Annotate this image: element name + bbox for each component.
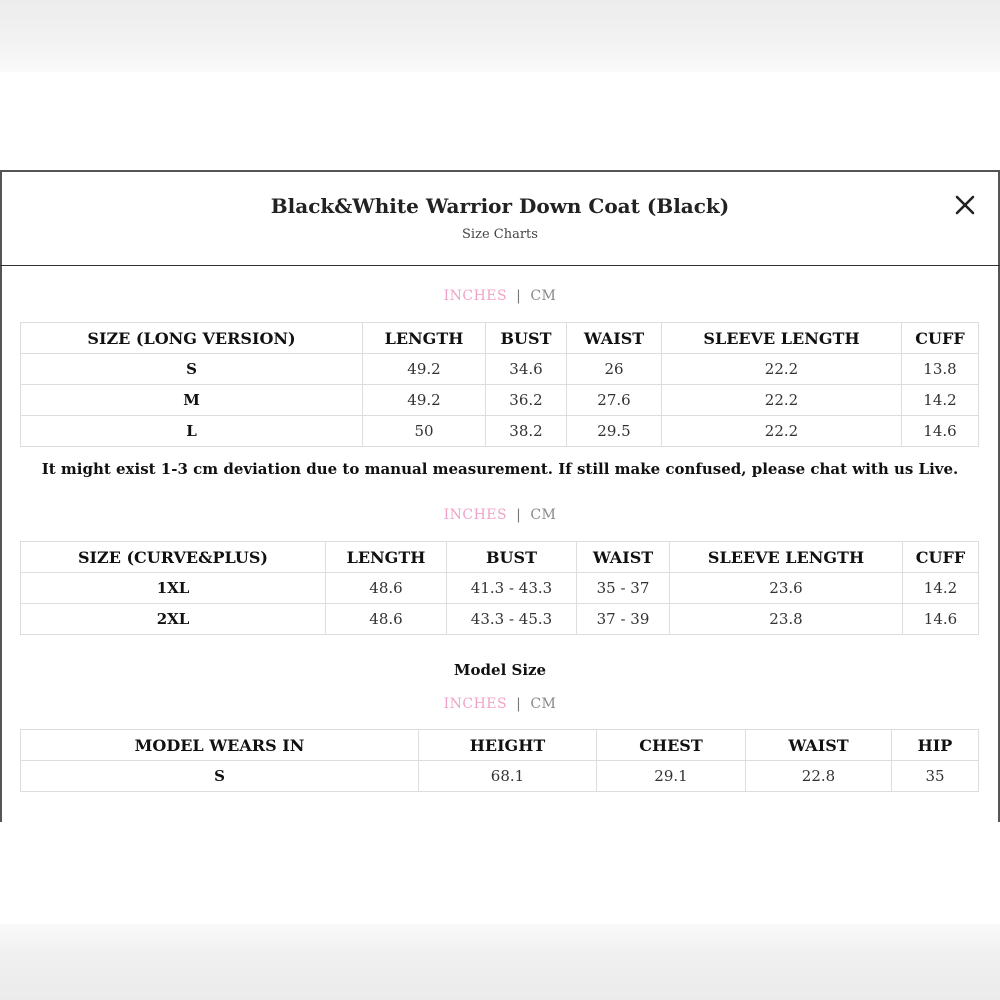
column-header: HIP — [892, 730, 979, 761]
table-cell: 14.2 — [903, 573, 979, 604]
column-header: MODEL WEARS IN — [21, 730, 419, 761]
unit-separator: | — [516, 288, 522, 304]
table-cell: 22.2 — [662, 385, 902, 416]
table-cell: 37 - 39 — [577, 604, 670, 635]
table-cell: 14.6 — [902, 416, 979, 447]
close-button[interactable] — [950, 190, 980, 220]
table-cell: 23.8 — [670, 604, 903, 635]
model-size-heading: Model Size — [453, 661, 547, 679]
size-cell: S — [21, 354, 363, 385]
unit-cm-tab[interactable]: CM — [530, 696, 557, 712]
unit-inches-tab[interactable]: INCHES — [443, 288, 508, 304]
column-header: LENGTH — [326, 542, 447, 573]
table-cell: 27.6 — [567, 385, 662, 416]
size-cell: M — [21, 385, 363, 416]
unit-toggle-long — [0, 288, 1000, 304]
table-row — [21, 354, 979, 385]
close-icon — [950, 190, 980, 220]
table-cell: 23.6 — [670, 573, 903, 604]
table-cell: 49.2 — [363, 354, 486, 385]
unit-inches-tab[interactable]: INCHES — [443, 696, 508, 712]
column-header: WAIST — [577, 542, 670, 573]
table-cell: 29.5 — [567, 416, 662, 447]
column-header: CUFF — [903, 542, 979, 573]
table-cell: 35 — [892, 761, 979, 792]
column-header: HEIGHT — [419, 730, 597, 761]
column-header: CUFF — [902, 323, 979, 354]
table-cell: 26 — [567, 354, 662, 385]
curve-plus-size-table — [20, 541, 979, 635]
column-header: WAIST — [567, 323, 662, 354]
table-row — [21, 604, 979, 635]
table-cell: 13.8 — [902, 354, 979, 385]
measurement-note: It might exist 1-3 cm deviation due to manual measurement. If still make confused, please chat with us Live. — [41, 460, 959, 478]
unit-toggle-curve — [0, 507, 1000, 523]
column-header: SIZE (CURVE&PLUS) — [21, 542, 326, 573]
background-band-top — [0, 0, 1000, 72]
table-cell: 22.8 — [746, 761, 892, 792]
table-cell: 50 — [363, 416, 486, 447]
size-cell: S — [21, 761, 419, 792]
table-header-row — [21, 542, 979, 573]
table-row — [21, 416, 979, 447]
long-version-size-table — [20, 322, 979, 447]
table-cell: 22.2 — [662, 354, 902, 385]
column-header: SLEEVE LENGTH — [662, 323, 902, 354]
model-size-table — [20, 729, 979, 792]
table-row — [21, 573, 979, 604]
unit-separator: | — [516, 696, 522, 712]
background-band-bottom — [0, 924, 1000, 1000]
size-cell: 2XL — [21, 604, 326, 635]
column-header: LENGTH — [363, 323, 486, 354]
table-cell: 35 - 37 — [577, 573, 670, 604]
size-chart-modal — [0, 170, 1000, 822]
table-cell: 14.6 — [903, 604, 979, 635]
unit-inches-tab[interactable]: INCHES — [443, 507, 508, 523]
table-cell: 36.2 — [486, 385, 567, 416]
column-header: WAIST — [746, 730, 892, 761]
modal-header — [0, 172, 1000, 266]
table-cell: 38.2 — [486, 416, 567, 447]
table-header-row — [21, 730, 979, 761]
table-row — [21, 385, 979, 416]
column-header: CHEST — [597, 730, 746, 761]
size-cell: L — [21, 416, 363, 447]
table-cell: 48.6 — [326, 604, 447, 635]
modal-border-left — [0, 172, 2, 822]
column-header: BUST — [486, 323, 567, 354]
table-cell: 34.6 — [486, 354, 567, 385]
table-cell: 41.3 - 43.3 — [447, 573, 577, 604]
table-cell: 48.6 — [326, 573, 447, 604]
unit-toggle-model — [0, 696, 1000, 712]
table-cell: 22.2 — [662, 416, 902, 447]
table-cell: 14.2 — [902, 385, 979, 416]
unit-cm-tab[interactable]: CM — [530, 288, 557, 304]
size-cell: 1XL — [21, 573, 326, 604]
table-header-row — [21, 323, 979, 354]
column-header: SLEEVE LENGTH — [670, 542, 903, 573]
table-cell: 49.2 — [363, 385, 486, 416]
table-cell: 43.3 - 45.3 — [447, 604, 577, 635]
unit-cm-tab[interactable]: CM — [530, 507, 557, 523]
modal-title: Black&White Warrior Down Coat (Black) — [270, 194, 730, 218]
column-header: SIZE (LONG VERSION) — [21, 323, 363, 354]
unit-separator: | — [516, 507, 522, 523]
column-header: BUST — [447, 542, 577, 573]
table-cell: 68.1 — [419, 761, 597, 792]
modal-subtitle: Size Charts — [462, 227, 538, 242]
table-cell: 29.1 — [597, 761, 746, 792]
table-row — [21, 761, 979, 792]
